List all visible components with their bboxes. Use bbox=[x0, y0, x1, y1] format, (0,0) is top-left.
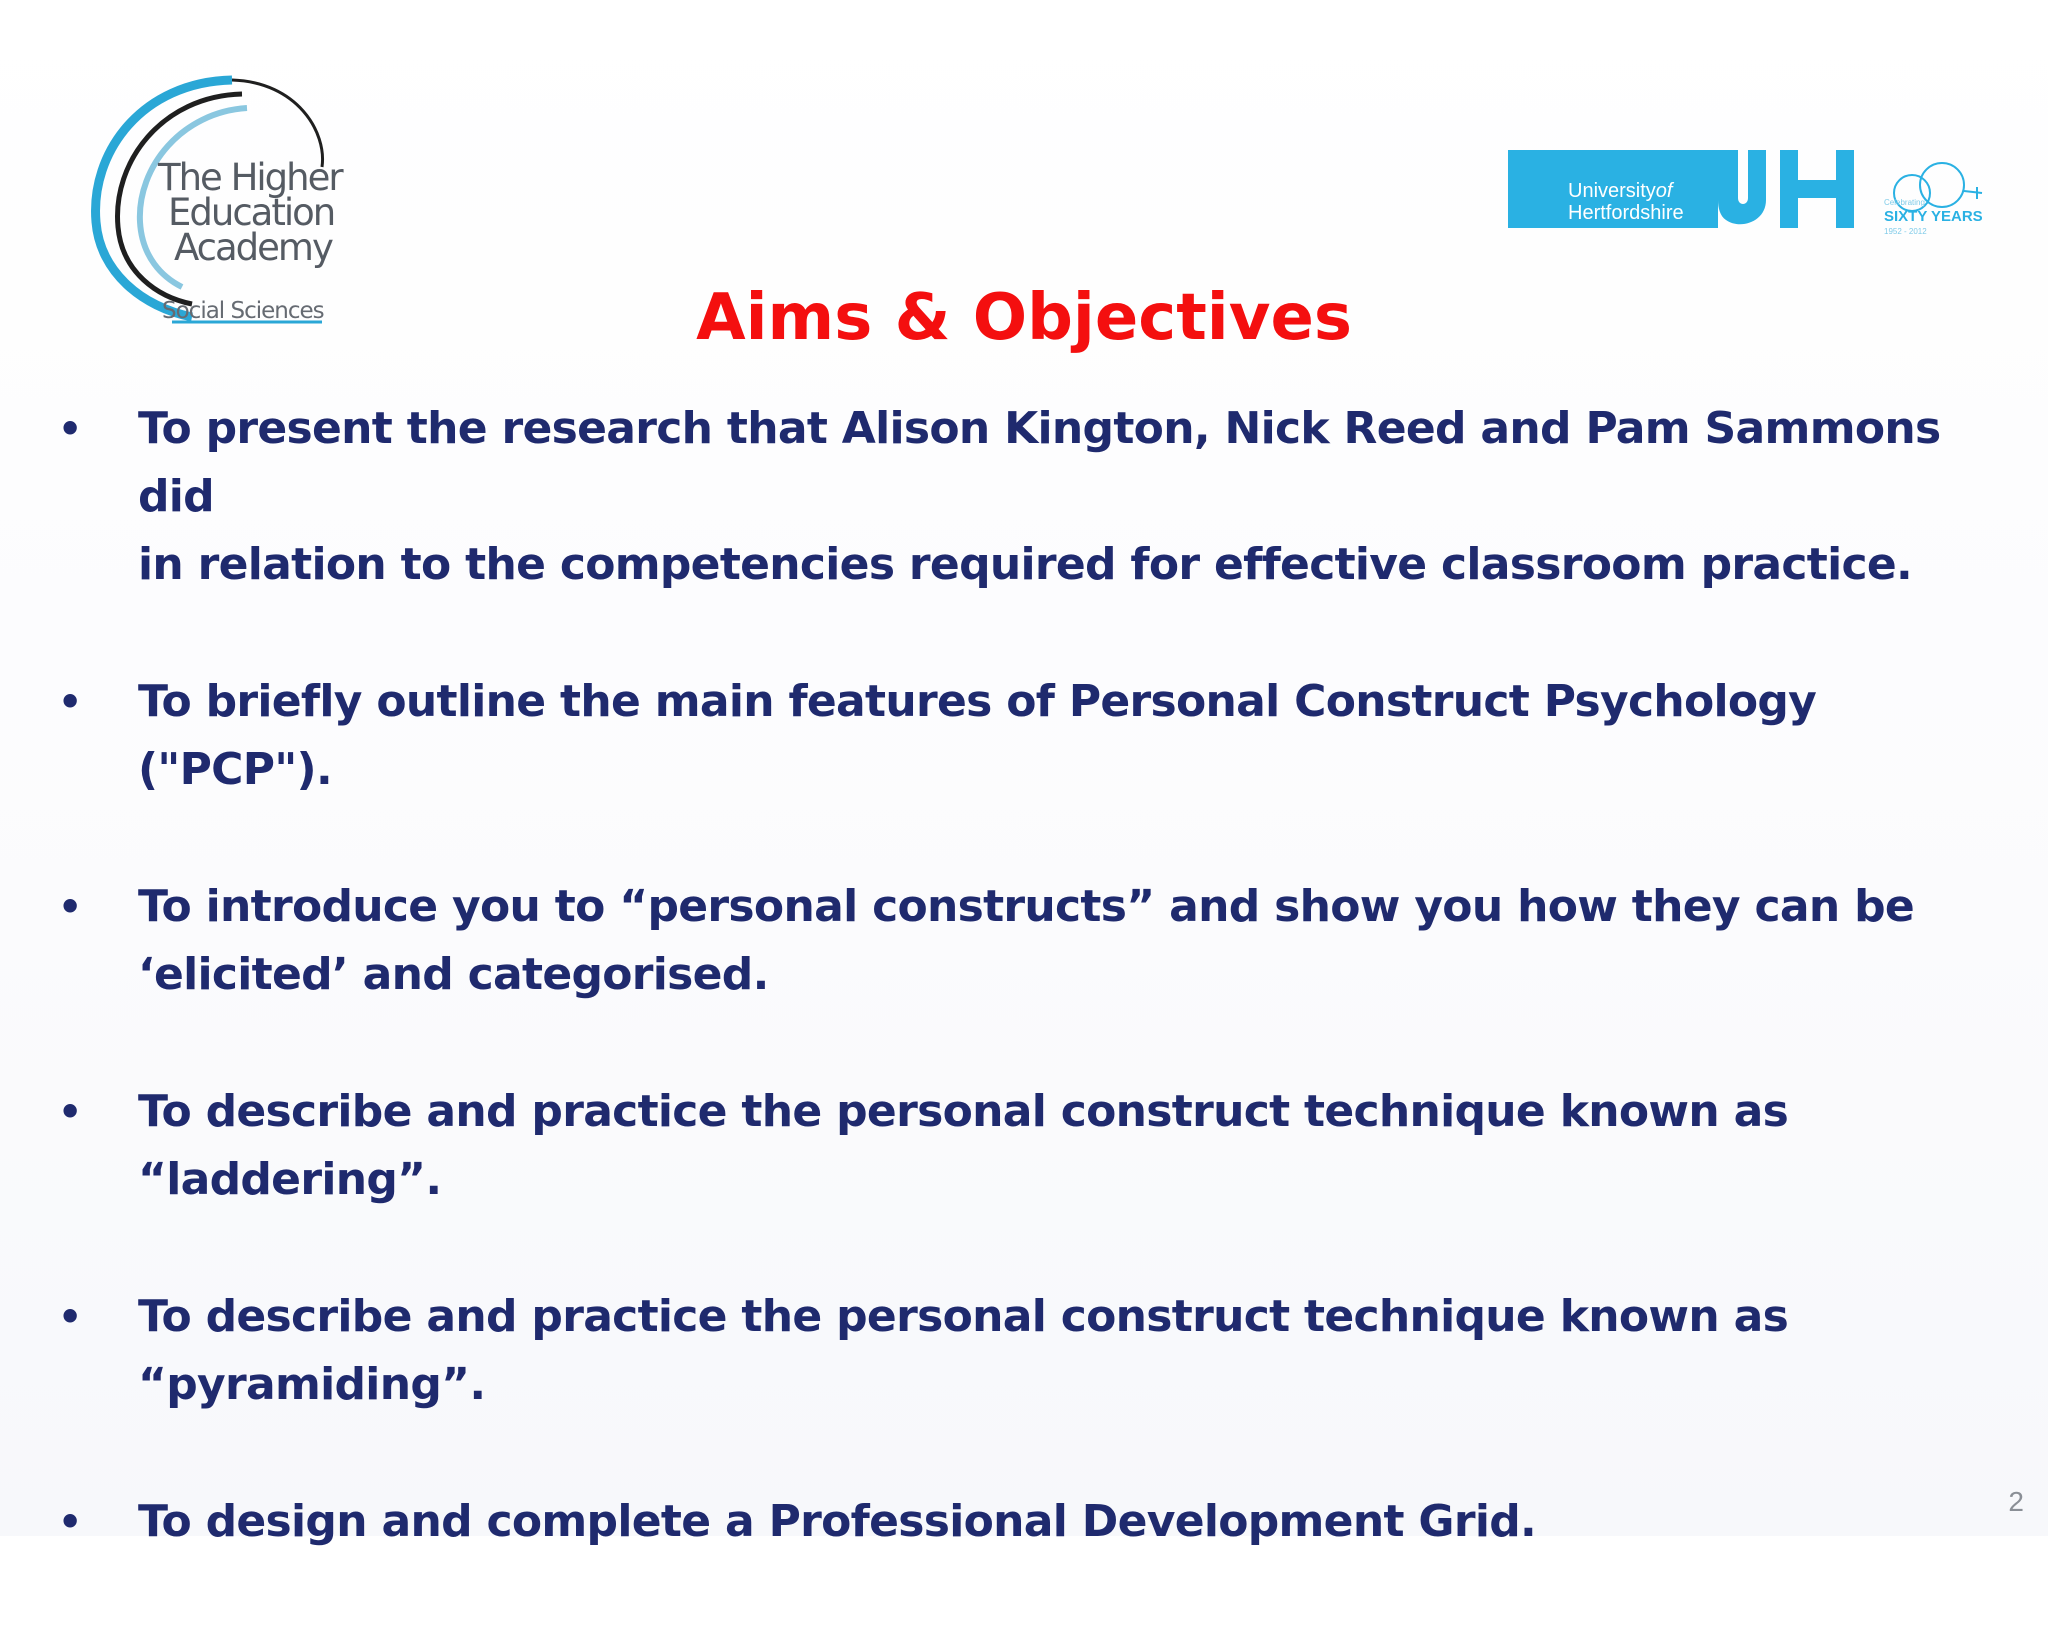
bullet-text: To describe and practice the personal construct technique known as “laddering”. bbox=[138, 1086, 1789, 1205]
bullet-text: To briefly outline the main features of Personal Construct Psychology ("PCP"). bbox=[138, 676, 1817, 795]
uh-of: of bbox=[1655, 180, 1673, 202]
bullet-text: To describe and practice the personal construct technique known as “pyramiding”. bbox=[138, 1291, 1789, 1410]
slide-title bbox=[0, 278, 2048, 358]
bullet-icon: • bbox=[58, 1090, 82, 1134]
uh-logo bbox=[1508, 138, 1988, 238]
hea-name bbox=[158, 156, 342, 269]
page-number: 2 bbox=[2008, 1486, 2024, 1517]
bullet-text: To introduce you to “personal constructs” and show you how they can be ‘elicited’ and categorised. bbox=[138, 881, 1915, 1000]
uh-name bbox=[1568, 180, 1684, 224]
uh-sixty-years: SIXTY YEARS bbox=[1884, 208, 1983, 225]
list-item bbox=[58, 1283, 1988, 1419]
bullet-icon: • bbox=[58, 885, 82, 929]
hea-subtitle: Social Sciences bbox=[162, 298, 324, 324]
list-item bbox=[58, 1488, 1988, 1556]
bullet-icon: • bbox=[58, 407, 82, 451]
hea-line-2: Education bbox=[168, 191, 335, 234]
bullet-icon: • bbox=[58, 1500, 82, 1544]
bullet-text: To present the research that Alison Kington, Nick Reed and Pam Sammons did in relation to the competencies required for effective classroom practice. bbox=[138, 403, 1941, 590]
hea-line-3: Academy bbox=[174, 226, 332, 269]
objectives-list bbox=[58, 395, 1988, 1625]
bullet-text: To design and complete a Professional Development Grid. bbox=[138, 1496, 1537, 1547]
list-item bbox=[58, 1078, 1988, 1214]
hea-line-1: The Higher bbox=[158, 156, 342, 199]
uh-name-box bbox=[1508, 150, 1718, 228]
uh-celebrating: Celebrating bbox=[1884, 198, 1925, 207]
uh-years-range: 1952 - 2012 bbox=[1884, 227, 1927, 236]
uh-hertfordshire: Hertfordshire bbox=[1568, 202, 1684, 224]
list-item bbox=[58, 395, 1988, 599]
uh-letters-icon bbox=[1718, 150, 1868, 228]
list-item bbox=[58, 873, 1988, 1009]
bullet-icon: • bbox=[58, 680, 82, 724]
uh-university: University bbox=[1568, 180, 1656, 202]
bullet-icon: • bbox=[58, 1295, 82, 1339]
slide-title-text: Aims & Objectives bbox=[696, 281, 1352, 355]
list-item bbox=[58, 668, 1988, 804]
